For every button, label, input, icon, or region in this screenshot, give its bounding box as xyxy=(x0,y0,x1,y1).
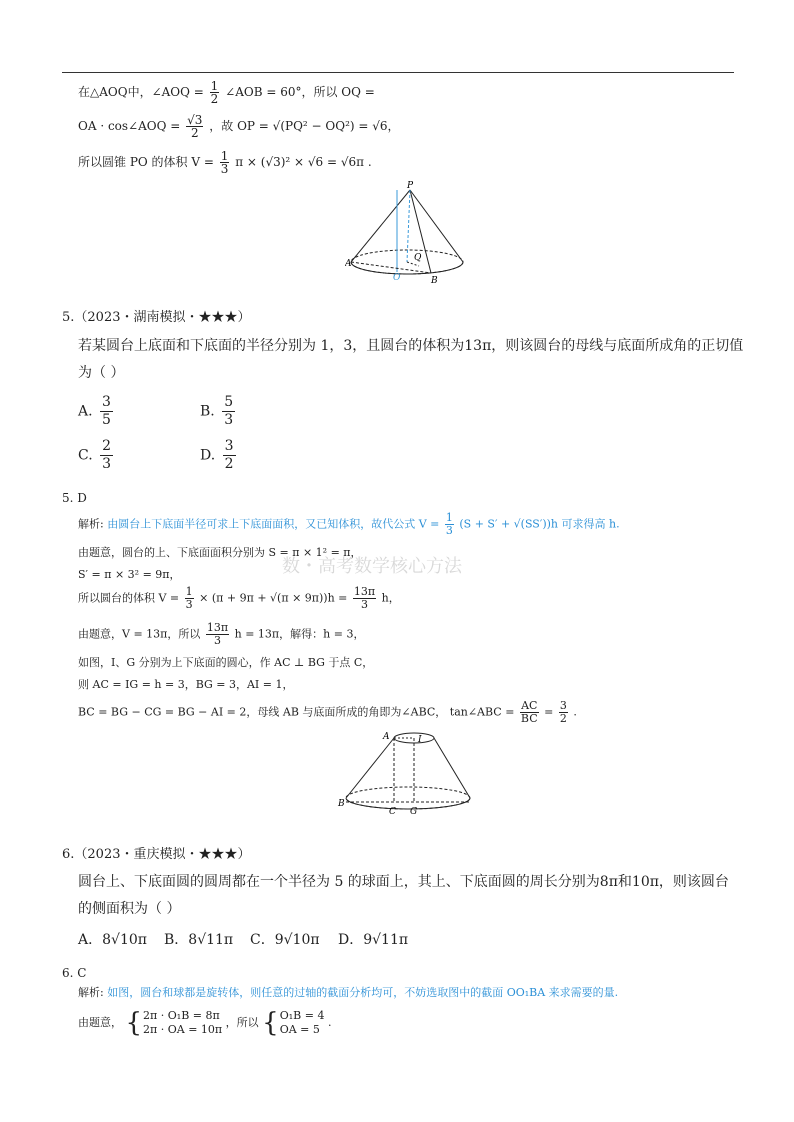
numerator: 1 xyxy=(185,585,193,598)
text: ，故 OP = √(PQ² − OQ²) = √6， xyxy=(209,119,400,133)
numerator: 13π xyxy=(353,585,376,598)
denominator: 3 xyxy=(185,598,193,611)
fraction xyxy=(445,512,454,537)
analysis-text: (S + S′ + √(SS′))h 可求得高 h. xyxy=(459,517,620,531)
option-label: C. xyxy=(78,447,93,464)
denominator: 2 xyxy=(190,126,199,140)
fraction xyxy=(520,700,539,725)
cone-height xyxy=(407,190,410,262)
analysis-text: 如图，圆台和球都是旋转体，则任意的过轴的截面分析均可，不妨选取图中的截面 OO₁BA 来求需要的量. xyxy=(107,986,619,999)
numerator: 1 xyxy=(220,149,229,163)
prev-line-2 xyxy=(78,114,400,139)
equation: 2π · OA = 10π xyxy=(143,1023,223,1036)
numerator: 1 xyxy=(210,79,219,93)
fraction xyxy=(210,80,220,105)
frustum-base-front xyxy=(346,798,470,809)
label-P: P xyxy=(407,181,414,191)
text: ，所以 xyxy=(225,1016,259,1029)
watermark: 数・高考数学核心方法 xyxy=(282,556,462,577)
text: 在△AOQ中，∠AOQ = xyxy=(78,85,204,99)
label-A: A xyxy=(345,259,352,269)
denominator: 3 xyxy=(220,162,229,176)
q6-header: 6.（2023・重庆模拟・★★★） xyxy=(62,847,251,862)
text: 所以圆台的体积 V = xyxy=(78,591,180,605)
label-G: G xyxy=(410,807,418,817)
brace: { xyxy=(125,1008,143,1038)
q5-option-d[interactable] xyxy=(200,438,239,473)
ans5-analysis xyxy=(78,512,620,537)
label-B: B xyxy=(431,276,438,286)
denominator: 3 xyxy=(224,412,234,428)
denominator: 3 xyxy=(445,524,453,537)
denominator: 3 xyxy=(102,456,112,472)
q5-stem-line-2: 为（ ） xyxy=(78,365,125,381)
text: ∠AOB = 60°，所以 OQ = xyxy=(225,85,375,99)
text: . xyxy=(327,1016,332,1029)
ans5-line-6: 则 AC = IG = h = 3，BG = 3，AI = 1， xyxy=(78,678,294,691)
q6-option-c[interactable]: C．9√10π xyxy=(250,932,320,948)
equation: 2π · O₁B = 8π xyxy=(143,1009,220,1022)
denominator: 5 xyxy=(102,412,111,428)
frustum-edge-right xyxy=(434,738,470,798)
q5-option-c[interactable] xyxy=(78,438,116,473)
fraction xyxy=(222,394,235,429)
label-Q: Q xyxy=(414,253,422,263)
numerator: 5 xyxy=(224,394,234,410)
equation-system xyxy=(280,1009,325,1037)
q5-option-a[interactable] xyxy=(78,394,116,429)
option-label: A. xyxy=(78,403,93,420)
text: BC = BG − CG = BG − AI = 2，母线 AB 与底面所成的角即为∠ABC， tan∠ABC = xyxy=(78,705,515,719)
fraction xyxy=(206,622,229,647)
prev-line-3 xyxy=(78,150,372,175)
numerator: 3 xyxy=(559,699,567,712)
q6-option-b[interactable]: B．8√11π xyxy=(164,932,234,948)
equation: O₁B = 4 xyxy=(279,1009,325,1022)
text: = xyxy=(544,705,554,719)
numerator: 13π xyxy=(206,621,229,634)
numerator: √3 xyxy=(187,113,203,127)
fraction xyxy=(220,150,230,175)
q6-stem-line-2: 的侧面积为（ ） xyxy=(78,901,181,917)
cone-figure xyxy=(345,180,475,288)
numerator: 1 xyxy=(445,511,453,524)
denominator: BC xyxy=(520,712,538,725)
ans6-analysis xyxy=(78,986,618,1000)
label-C: C xyxy=(389,807,396,817)
cone-chord-AB xyxy=(351,262,431,273)
equation: OA = 5 xyxy=(279,1023,320,1036)
ans5-line-1: 由题意，圆台的上、下底面面积分别为 S = π × 1² = π， xyxy=(78,546,362,559)
numerator: 2 xyxy=(102,438,112,454)
fraction xyxy=(186,114,203,139)
equation-system xyxy=(143,1009,222,1037)
text: 由题意， xyxy=(78,1016,122,1029)
fraction xyxy=(100,394,113,429)
header-rule xyxy=(62,72,734,73)
ans5-line-5: 如图，I、G 分别为上下底面的圆心，作 AC ⊥ BG 于点 C， xyxy=(78,656,374,669)
label-I: I xyxy=(418,735,422,745)
fraction xyxy=(353,586,376,611)
text: OA · cos∠AOQ = xyxy=(78,119,181,133)
prev-line-1 xyxy=(78,80,375,105)
denominator: 2 xyxy=(559,712,567,725)
analysis-label: 解析: xyxy=(78,517,104,531)
cone-base-front xyxy=(351,262,463,274)
fraction xyxy=(223,438,236,473)
label-A: A xyxy=(383,732,390,742)
text: h， xyxy=(381,591,400,605)
text: 由题意，V = 13π，所以 xyxy=(78,627,201,641)
ans5-line-2: S′ = π × 3² = 9π， xyxy=(78,568,181,581)
frustum-figure xyxy=(336,726,476,820)
q6-stem-line-1: 圆台上、下底面圆的圆周都在一个半径为 5 的球面上，其上、下底面圆的周长分别为8π和10π，则该圆台 xyxy=(78,874,729,890)
text: × (π + 9π + √(π × 9π))h = xyxy=(199,591,348,605)
denominator: 2 xyxy=(224,456,234,472)
denominator: 2 xyxy=(210,92,219,106)
option-label: D. xyxy=(200,447,216,464)
text: π × (√3)² × √6 = √6π . xyxy=(235,155,372,169)
text: h = 13π，解得：h = 3， xyxy=(234,627,365,641)
ans6-line-1 xyxy=(78,1008,331,1038)
numerator: 3 xyxy=(102,394,111,410)
q6-option-a[interactable]: A．8√10π xyxy=(78,932,147,948)
q6-option-d[interactable]: D．9√11π xyxy=(338,932,409,948)
label-O: O xyxy=(393,273,401,283)
q5-stem-line-1: 若某圆台上底面和下底面的半径分别为 1，3，且圆台的体积为13π，则该圆台的母线与底面所成角的正切值 xyxy=(78,338,744,354)
text: . xyxy=(573,705,577,719)
cone-edge-right xyxy=(410,190,463,262)
numerator: 3 xyxy=(224,438,234,454)
numerator: AC xyxy=(521,699,538,712)
ans6-header: 6. C xyxy=(62,966,87,980)
analysis-label: 解析: xyxy=(78,986,104,999)
option-label: B. xyxy=(200,403,215,420)
fraction xyxy=(185,586,194,611)
ans5-line-3 xyxy=(78,586,400,611)
q5-option-b[interactable] xyxy=(200,394,238,429)
text: 所以圆锥 PO 的体积 V = xyxy=(78,155,214,169)
ans5-header: 5. D xyxy=(62,491,87,505)
brace: { xyxy=(262,1008,279,1038)
ans5-line-7 xyxy=(78,700,577,725)
fraction xyxy=(100,438,113,473)
denominator: 3 xyxy=(361,598,368,611)
fraction xyxy=(559,700,568,725)
denominator: 3 xyxy=(214,634,221,647)
label-B: B xyxy=(338,799,345,809)
ans5-line-4 xyxy=(78,622,364,647)
analysis-text: 由圆台上下底面半径可求上下底面面积，又已知体积，故代公式 V = xyxy=(107,517,440,531)
q5-header: 5.（2023・湖南模拟・★★★） xyxy=(62,310,251,325)
